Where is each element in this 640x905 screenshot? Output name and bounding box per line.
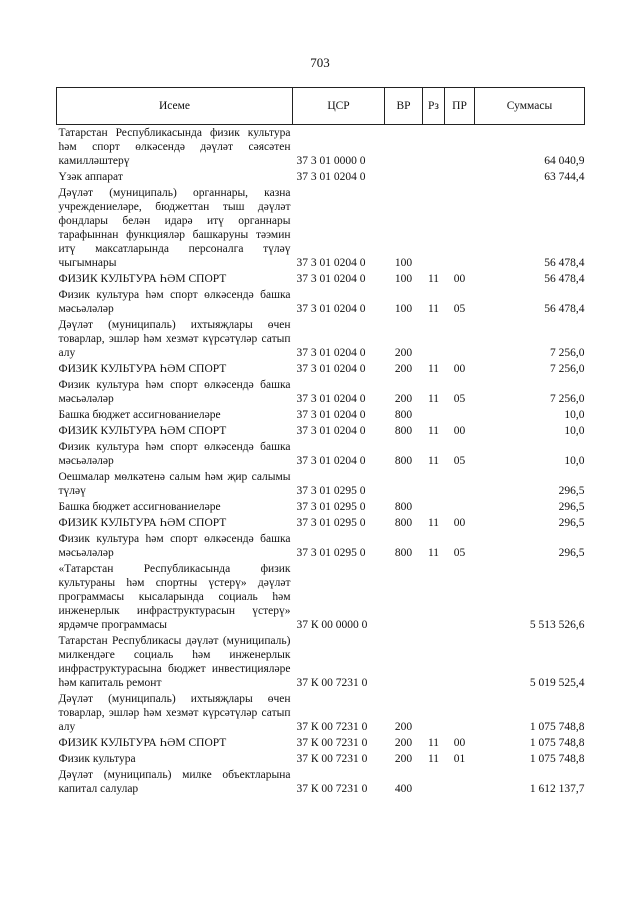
cell-name: Физик культура һәм спорт өлкәсендә башка мәсьәләләр bbox=[58, 533, 291, 559]
cell-rz bbox=[423, 169, 445, 185]
cell-sum: 5 513 526,6 bbox=[529, 619, 585, 631]
cell-pr bbox=[445, 125, 475, 170]
cell-sum: 64 040,9 bbox=[544, 155, 585, 167]
cell-name: Башка бюджет ассигнованиеләре bbox=[58, 501, 221, 513]
cell-vr: 200 bbox=[394, 347, 413, 359]
cell-csr: 37 3 01 0204 0 bbox=[296, 425, 366, 437]
cell-sum: 1 612 137,7 bbox=[529, 783, 585, 795]
cell-csr: 37 3 01 0295 0 bbox=[296, 517, 366, 529]
table-row bbox=[57, 271, 585, 287]
header-name: Исеме bbox=[57, 88, 293, 125]
header-sum: Суммасы bbox=[475, 88, 585, 125]
cell-csr: 37 3 01 0204 0 bbox=[296, 303, 366, 315]
cell-sum: 7 256,0 bbox=[550, 393, 585, 405]
cell-rz bbox=[423, 125, 445, 170]
cell-name: Физик культура һәм спорт өлкәсендә башка мәсьәләләр bbox=[58, 379, 291, 405]
cell-pr: 05 bbox=[453, 393, 466, 405]
cell-vr: 800 bbox=[394, 425, 413, 437]
table-row bbox=[57, 423, 585, 439]
cell-sum: 5 019 525,4 bbox=[529, 677, 585, 689]
cell-csr: 37 К 00 7231 0 bbox=[296, 737, 368, 749]
table-row bbox=[57, 561, 585, 633]
cell-rz: 11 bbox=[427, 393, 440, 405]
cell-pr: 05 bbox=[453, 303, 466, 315]
cell-csr: 37 К 00 7231 0 bbox=[296, 721, 368, 733]
cell-name: ФИЗИК КУЛЬТУРА ҺӘМ СПОРТ bbox=[58, 363, 227, 375]
table-row bbox=[57, 691, 585, 735]
page-number: 703 bbox=[310, 55, 330, 70]
cell-name: Дәүләт (муниципаль) ихтыяҗлары өчен товарлар, эшләр һәм хезмәт күрсәтүләр сатып алу bbox=[58, 319, 291, 359]
cell-vr: 800 bbox=[394, 455, 413, 467]
cell-vr: 800 bbox=[394, 409, 413, 421]
table-row bbox=[57, 499, 585, 515]
cell-vr: 800 bbox=[394, 501, 413, 513]
cell-sum: 296,5 bbox=[558, 501, 585, 513]
header-vr: ВР bbox=[385, 88, 423, 125]
cell-sum: 7 256,0 bbox=[550, 347, 585, 359]
cell-pr bbox=[445, 561, 475, 633]
cell-rz: 11 bbox=[427, 303, 440, 315]
cell-vr: 200 bbox=[394, 363, 413, 375]
cell-name: ФИЗИК КУЛЬТУРА ҺӘМ СПОРТ bbox=[58, 737, 227, 749]
cell-vr: 200 bbox=[394, 721, 413, 733]
cell-name: ФИЗИК КУЛЬТУРА ҺӘМ СПОРТ bbox=[58, 517, 227, 529]
cell-rz: 11 bbox=[427, 517, 440, 529]
cell-vr bbox=[385, 169, 423, 185]
cell-vr bbox=[385, 633, 423, 691]
cell-csr: 37 3 01 0204 0 bbox=[296, 409, 366, 421]
cell-pr bbox=[445, 691, 475, 735]
cell-rz bbox=[423, 185, 445, 271]
cell-name: ФИЗИК КУЛЬТУРА ҺӘМ СПОРТ bbox=[58, 273, 227, 285]
cell-vr: 100 bbox=[394, 303, 413, 315]
table-row bbox=[57, 377, 585, 407]
table-row bbox=[57, 735, 585, 751]
cell-name: ФИЗИК КУЛЬТУРА ҺӘМ СПОРТ bbox=[58, 425, 227, 437]
cell-pr: 05 bbox=[453, 455, 466, 467]
cell-sum: 296,5 bbox=[558, 517, 585, 529]
cell-rz: 11 bbox=[427, 737, 440, 749]
cell-csr: 37 3 01 0295 0 bbox=[296, 547, 366, 559]
cell-name: Башка бюджет ассигнованиеләре bbox=[58, 409, 221, 421]
cell-pr: 01 bbox=[453, 753, 466, 765]
cell-vr bbox=[385, 561, 423, 633]
cell-rz bbox=[423, 561, 445, 633]
cell-vr: 200 bbox=[394, 737, 413, 749]
table-row bbox=[57, 287, 585, 317]
cell-pr bbox=[445, 469, 475, 499]
table-row bbox=[57, 439, 585, 469]
cell-pr: 00 bbox=[453, 737, 466, 749]
header-csr: ЦСР bbox=[293, 88, 385, 125]
cell-rz: 11 bbox=[427, 273, 440, 285]
cell-csr: 37 3 01 0204 0 bbox=[296, 273, 366, 285]
cell-csr: 37 К 00 7231 0 bbox=[296, 753, 368, 765]
cell-sum: 10,0 bbox=[564, 425, 585, 437]
cell-vr: 800 bbox=[394, 517, 413, 529]
table-row bbox=[57, 185, 585, 271]
cell-csr: 37 К 00 7231 0 bbox=[296, 783, 368, 795]
cell-csr: 37 3 01 0204 0 bbox=[296, 363, 366, 375]
cell-pr: 00 bbox=[453, 517, 466, 529]
cell-pr bbox=[445, 317, 475, 361]
cell-sum: 56 478,4 bbox=[544, 273, 585, 285]
cell-csr: 37 3 01 0204 0 bbox=[296, 347, 366, 359]
cell-csr: 37 3 01 0204 0 bbox=[296, 171, 366, 183]
cell-name: Физик культура bbox=[58, 753, 136, 765]
cell-vr: 200 bbox=[394, 393, 413, 405]
cell-vr: 400 bbox=[394, 783, 413, 795]
cell-name: Оешмалар мөлкәтенә салым һәм җир салымы түләү bbox=[58, 471, 291, 497]
cell-csr: 37 3 01 0295 0 bbox=[296, 485, 366, 497]
table-row bbox=[57, 469, 585, 499]
cell-pr: 05 bbox=[453, 547, 466, 559]
table-row bbox=[57, 531, 585, 561]
cell-pr bbox=[445, 169, 475, 185]
table-row bbox=[57, 767, 585, 797]
cell-sum: 63 744,4 bbox=[544, 171, 585, 183]
cell-name: Татарстан Республикасында физик культура һәм спорт өлкәсендә дәүләт сәясәтен камилләштерү bbox=[58, 127, 291, 167]
cell-rz: 11 bbox=[427, 363, 440, 375]
cell-name: Физик культура һәм спорт өлкәсендә башка мәсьәләләр bbox=[58, 441, 291, 467]
cell-pr bbox=[445, 407, 475, 423]
cell-rz: 11 bbox=[427, 547, 440, 559]
cell-sum: 10,0 bbox=[564, 455, 585, 467]
cell-csr: 37 К 00 7231 0 bbox=[296, 677, 368, 689]
table-row bbox=[57, 125, 585, 170]
cell-rz bbox=[423, 633, 445, 691]
cell-sum: 1 075 748,8 bbox=[529, 737, 585, 749]
table-row bbox=[57, 361, 585, 377]
cell-name: Дәүләт (муниципаль) органнары, казна учреждениеләре, бюджеттан тыш дәүләт фондлары белән идарә итү органнары тарафыннан функцияләр башкаруны тәэмин итү максатларында персоналга түләү чыгымнары bbox=[58, 187, 291, 269]
budget-table bbox=[56, 87, 585, 797]
cell-rz bbox=[423, 407, 445, 423]
cell-name: Физик культура һәм спорт өлкәсендә башка мәсьәләләр bbox=[58, 289, 291, 315]
cell-csr: 37 3 01 0000 0 bbox=[296, 155, 366, 167]
cell-name: Үзәк аппарат bbox=[58, 171, 123, 183]
cell-pr bbox=[445, 767, 475, 797]
table-body bbox=[57, 125, 585, 798]
header-pr: ПР bbox=[445, 88, 475, 125]
cell-pr bbox=[445, 185, 475, 271]
cell-vr: 100 bbox=[394, 273, 413, 285]
cell-pr bbox=[445, 633, 475, 691]
cell-vr bbox=[385, 125, 423, 170]
table-row bbox=[57, 515, 585, 531]
cell-csr: 37 3 01 0295 0 bbox=[296, 501, 366, 513]
table-header-row bbox=[57, 88, 585, 125]
cell-name: «Татарстан Республикасында физик культураны һәм спортны үстерү» дәүләт программасы кысаларында социаль һәм инженерлык инфраструктурасын үстерү» ярдәмче программасы bbox=[58, 563, 291, 631]
cell-sum: 1 075 748,8 bbox=[529, 721, 585, 733]
cell-sum: 1 075 748,8 bbox=[529, 753, 585, 765]
cell-csr: 37 3 01 0204 0 bbox=[296, 455, 366, 467]
cell-sum: 296,5 bbox=[558, 485, 585, 497]
cell-csr: 37 3 01 0204 0 bbox=[296, 393, 366, 405]
cell-pr: 00 bbox=[453, 363, 466, 375]
table-row bbox=[57, 751, 585, 767]
cell-vr: 100 bbox=[394, 257, 413, 269]
cell-pr bbox=[445, 499, 475, 515]
table-row bbox=[57, 169, 585, 185]
cell-rz bbox=[423, 499, 445, 515]
cell-sum: 56 478,4 bbox=[544, 303, 585, 315]
cell-pr: 00 bbox=[453, 425, 466, 437]
cell-pr: 00 bbox=[453, 273, 466, 285]
cell-rz: 11 bbox=[427, 425, 440, 437]
cell-rz: 11 bbox=[427, 455, 440, 467]
cell-name: Дәүләт (муниципаль) ихтыяҗлары өчен товарлар, эшләр һәм хезмәт күрсәтүләр сатып алу bbox=[58, 693, 291, 733]
cell-csr: 37 3 01 0204 0 bbox=[296, 257, 366, 269]
cell-csr: 37 К 00 0000 0 bbox=[296, 619, 368, 631]
cell-vr bbox=[385, 469, 423, 499]
cell-rz bbox=[423, 767, 445, 797]
cell-vr: 800 bbox=[394, 547, 413, 559]
table-row bbox=[57, 633, 585, 691]
cell-name: Дәүләт (муниципаль) милке объектларына капитал салулар bbox=[58, 769, 291, 795]
cell-sum: 7 256,0 bbox=[550, 363, 585, 375]
cell-vr: 200 bbox=[394, 753, 413, 765]
cell-name: Татарстан Республикасы дәүләт (муниципаль) милкендәге социаль һәм инженерлык инфраструктурасына бюджет инвестицияләре һәм капиталь ремонт bbox=[58, 635, 291, 689]
cell-rz bbox=[423, 469, 445, 499]
cell-rz: 11 bbox=[427, 753, 440, 765]
cell-sum: 10,0 bbox=[564, 409, 585, 421]
cell-rz bbox=[423, 317, 445, 361]
header-rz: Рз bbox=[423, 88, 445, 125]
cell-sum: 56 478,4 bbox=[544, 257, 585, 269]
table-row bbox=[57, 317, 585, 361]
cell-rz bbox=[423, 691, 445, 735]
table-row bbox=[57, 407, 585, 423]
cell-sum: 296,5 bbox=[558, 547, 585, 559]
